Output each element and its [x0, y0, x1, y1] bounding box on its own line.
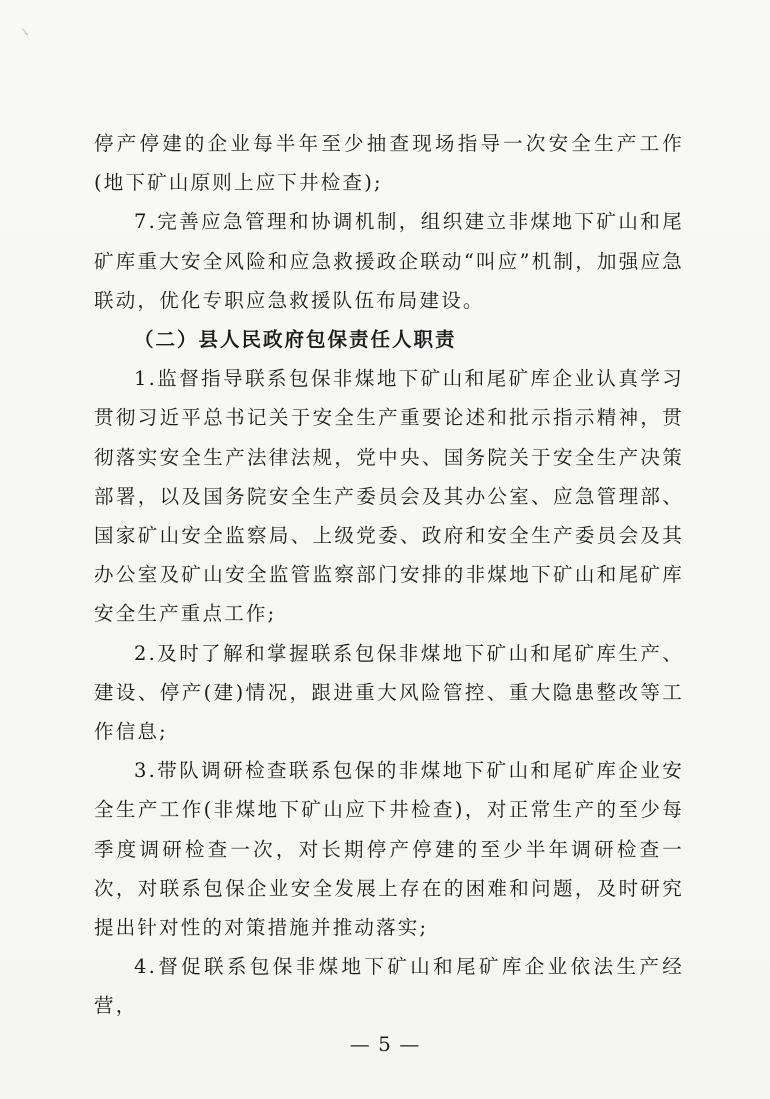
scan-artifact-mark: ⌇: [19, 25, 32, 40]
document-body: [94, 124, 684, 1026]
page-number: — 5 —: [349, 1032, 421, 1056]
item-7-paragraph: 7.完善应急管理和协调机制，组织建立非煤地下矿山和尾矿库重大安全风险和应急救援政企联动“叫应”机制，加强应急联动，优化专职应急救援队伍布局建设。: [94, 210, 684, 312]
item-2-paragraph: 2.及时了解和掌握联系包保非煤地下矿山和尾矿库生产、建设、停产(建)情况，跟进重大风险管控、重大隐患整改等工作信息;: [94, 641, 684, 744]
item-3-paragraph: 3.带队调研检查联系包保的非煤地下矿山和尾矿库企业安全生产工作(非煤地下矿山应下井检查)，对正常生产的至少每季度调研检查一次，对长期停产停建的至少半年调研检查一次，对联系包保企业安全发展上存在的困难和问题，及时研究提出针对性的对策措施并推动落实;: [94, 759, 684, 940]
section-heading: （二）县人民政府包保责任人职责: [134, 328, 457, 352]
item-4-paragraph: 4.督促联系包保非煤地下矿山和尾矿库企业依法生产经营，: [94, 955, 684, 1018]
continued-paragraph: 停产停建的企业每半年至少抽查现场指导一次安全生产工作(地下矿山原则上应下井检查);: [94, 132, 684, 195]
item-1-paragraph: 1.监督指导联系包保非煤地下矿山和尾矿库企业认真学习贯彻习近平总书记关于安全生产重要论述和批示指示精神，贯彻落实安全生产法律法规，党中央、国务院关于安全生产决策部署，以及国务院安全生产委员会及其办公室、应急管理部、国家矿山安全监察局、上级党委、政府和安全生产委员会及其办公室及矿山安全监管监察部门安排的非煤地下矿山和尾矿库安全生产重点工作;: [94, 367, 684, 626]
